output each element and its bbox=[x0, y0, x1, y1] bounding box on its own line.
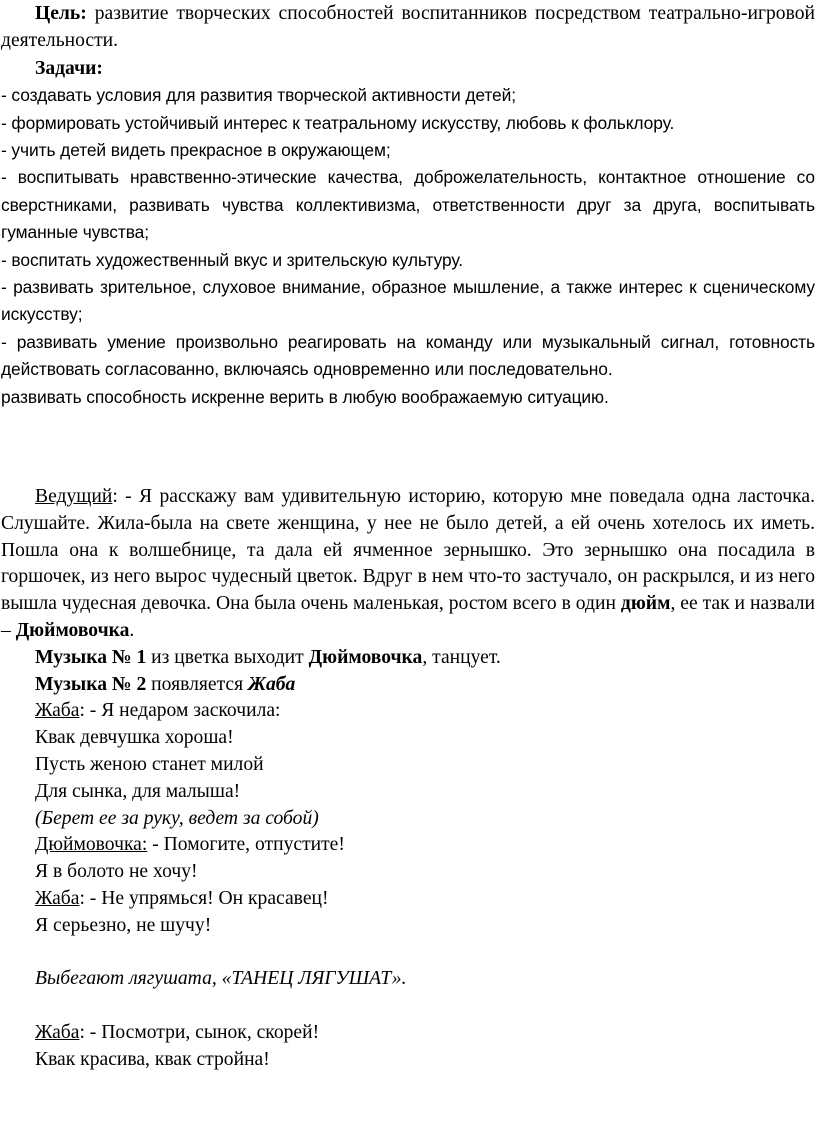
speaker-thumbelina: Дюймовочка: bbox=[35, 834, 148, 856]
thumbelina-line: Дюймовочка: - Помогите, отпустите! bbox=[35, 834, 345, 856]
music-1-line: Музыка № 1 из цветка выходит Дюймовочка, танцует. bbox=[35, 646, 501, 668]
stage-direction: Выбегают лягушата, «ТАНЕЦ ЛЯГУШАТ». bbox=[35, 968, 407, 990]
stage-direction: (Берет ее за руку, ведет за собой) bbox=[35, 807, 319, 829]
task-last-line: развивать способность искренне верить в любую воображаемую ситуацию. bbox=[1, 386, 609, 407]
goal-label: Цель: bbox=[35, 3, 87, 24]
goal-text: развитие творческих способностей воспитанников посредством театрально-игровой деятельности. bbox=[1, 3, 815, 52]
music-2-line: Музыка № 2 появляется Жаба bbox=[35, 673, 296, 695]
goals-section bbox=[1, 0, 815, 411]
verse-line: Я в болото не хочу! bbox=[35, 861, 198, 883]
toad-line: Жаба: - Я недаром заскочила: bbox=[35, 700, 281, 722]
speaker-toad: Жаба bbox=[35, 887, 80, 909]
verse-line: Квак девчушка хороша! bbox=[35, 727, 234, 749]
speaker-narrator: Ведущий bbox=[35, 486, 113, 507]
task-item: - воспитывать нравственно-этические качества, доброжелательность, контактное отношение со сверстниками, развивать чувства коллективизма, ответственности друг за друга, воспитывать гуманные чувства; bbox=[1, 167, 815, 243]
verse-line: Квак красива, квак стройна! bbox=[35, 1048, 270, 1070]
narrator-paragraph: Ведущий: - Я расскажу вам удивительную историю, которую мне поведала одна ласточка. Слушайте. Жила-была на свете женщина, у нее не было детей, а ей очень хотелось их иметь. Пошла она к волшебнице, та дала ей ячменное зернышко. Это зернышко она посадила в горшочек, из него вырос чудесный цветок. Вдруг в нем что-то застучало, он раскрылся, и из него вышла чудесная девочка. Она была очень маленькая, ростом всего в один дюйм, ее так и назвали – Дюймовочка. bbox=[1, 486, 816, 641]
script-section bbox=[1, 484, 815, 1074]
task-item: - развивать умение произвольно реагировать на команду или музыкальный сигнал, готовность действовать согласованно, включаясь одновременно или последовательно. bbox=[1, 331, 815, 380]
task-item: - учить детей видеть прекрасное в окружающем; bbox=[1, 140, 391, 161]
spacer bbox=[1, 993, 815, 1020]
verse-line: Для сынка, для малыша! bbox=[35, 780, 241, 802]
task-item: - развивать зрительное, слуховое внимание, образное мышление, а также интерес к сценическому искусству; bbox=[1, 277, 815, 325]
speaker-toad: Жаба bbox=[35, 1021, 80, 1043]
verse-line: Пусть женою станет милой bbox=[35, 753, 264, 775]
speaker-toad: Жаба bbox=[35, 700, 80, 722]
toad-line: Жаба: - Не упрямься! Он красавец! bbox=[35, 887, 329, 909]
task-item: - формировать устойчивый интерес к театральному искусству, любовь к фольклору. bbox=[1, 112, 675, 133]
verse-line: Я серьезно, не шучу! bbox=[35, 914, 212, 936]
spacer bbox=[1, 940, 815, 967]
goal-paragraph bbox=[1, 0, 815, 55]
task-item: - воспитать художественный вкус и зрительскую культуру. bbox=[1, 249, 463, 270]
task-item: - создавать условия для развития творческой активности детей; bbox=[1, 85, 516, 106]
toad-line: Жаба: - Посмотри, сынок, скорей! bbox=[35, 1021, 320, 1043]
tasks-list bbox=[1, 82, 815, 411]
tasks-heading: Задачи: bbox=[35, 57, 103, 79]
